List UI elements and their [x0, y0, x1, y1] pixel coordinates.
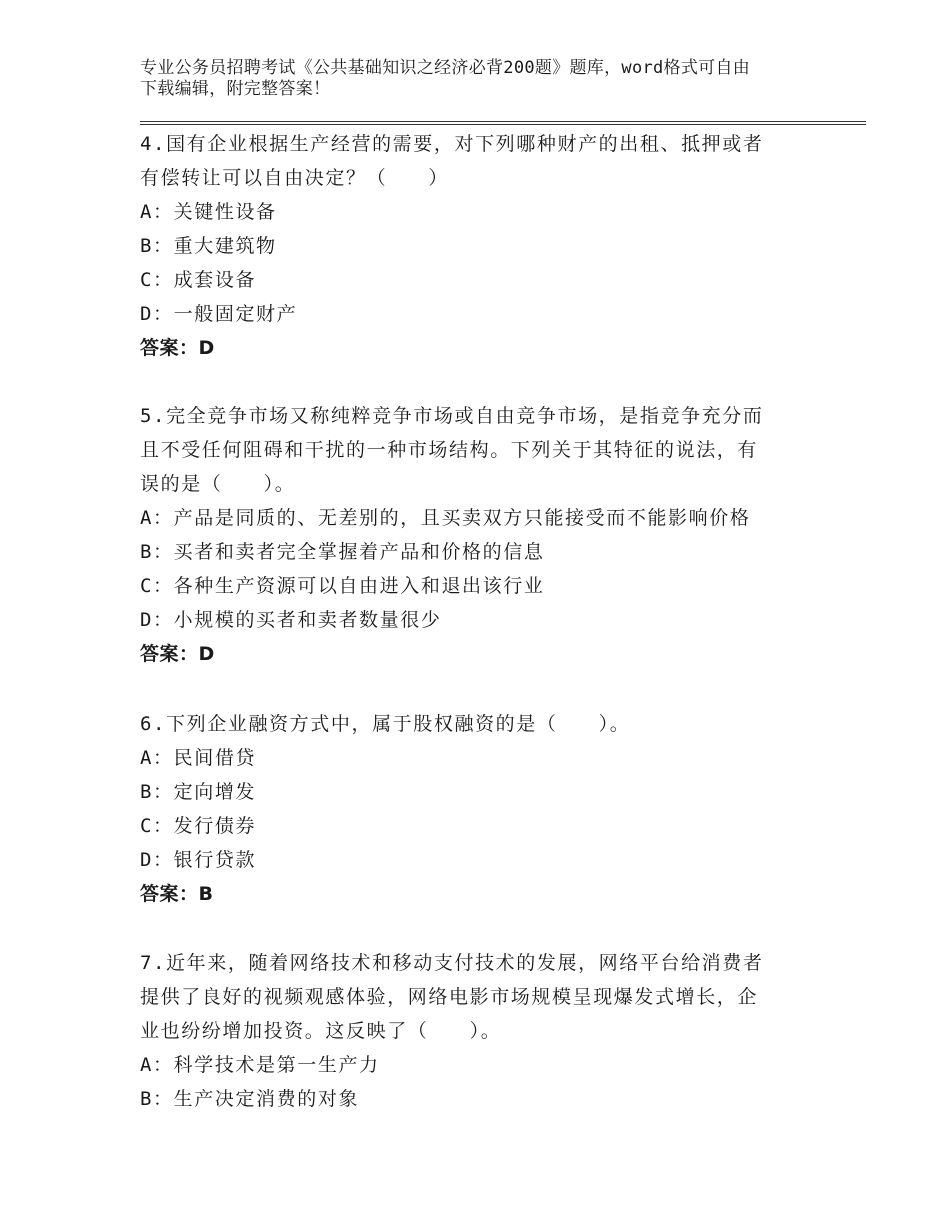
question-text: 提供了良好的视频观感体验，网络电影市场规模呈现爆发式增长，企	[140, 986, 759, 1008]
question-block	[140, 399, 820, 671]
question-block	[140, 127, 820, 365]
header-divider	[140, 124, 866, 125]
question-block	[140, 707, 820, 911]
question-text: 有偿转让可以自由决定？（ ）	[140, 167, 450, 189]
document-header	[140, 58, 820, 100]
answer-label: 答案：B	[140, 883, 214, 905]
option-b: B：定向增发	[140, 781, 257, 803]
question-text: 误的是（ ）。	[140, 473, 296, 495]
question-text: 6.下列企业融资方式中，属于股权融资的是（ ）。	[140, 713, 631, 735]
answer-label: 答案：D	[140, 643, 215, 665]
answer-label: 答案：D	[140, 337, 215, 359]
option-d: D：一般固定财产	[140, 303, 298, 325]
header-divider	[140, 121, 866, 122]
option-c: C：各种生产资源可以自由进入和退出该行业	[140, 575, 545, 597]
header-line: 专业公务员招聘考试《公共基础知识之经济必背200题》题库，word格式可自由	[140, 58, 751, 78]
option-d: D：银行贷款	[140, 849, 257, 871]
option-b: B：买者和卖者完全掌握着产品和价格的信息	[140, 541, 545, 563]
question-text: 业也纷纷增加投资。这反映了（ ）。	[140, 1020, 502, 1042]
option-c: C：成套设备	[140, 269, 257, 291]
option-a: A：民间借贷	[140, 747, 257, 769]
option-a: A：产品是同质的、无差别的，且买卖双方只能接受而不能影响价格	[140, 507, 751, 529]
option-a: A：科学技术是第一生产力	[140, 1054, 380, 1076]
question-text: 4.国有企业根据生产经营的需要，对下列哪种财产的出租、抵押或者	[140, 133, 764, 155]
question-text: 5.完全竞争市场又称纯粹竞争市场或自由竞争市场，是指竞争充分而	[140, 405, 764, 427]
header-line: 下载编辑，附完整答案！	[140, 79, 331, 99]
option-c: C：发行债券	[140, 815, 257, 837]
question-block	[140, 946, 820, 1116]
option-d: D：小规模的买者和卖者数量很少	[140, 609, 442, 631]
question-text: 7.近年来，随着网络技术和移动支付技术的发展，网络平台给消费者	[140, 952, 764, 974]
question-text: 且不受任何阻碍和干扰的一种市场结构。下列关于其特征的说法，有	[140, 439, 759, 461]
option-b: B：重大建筑物	[140, 235, 277, 257]
option-a: A：关键性设备	[140, 201, 277, 223]
option-b: B：生产决定消费的对象	[140, 1088, 360, 1110]
